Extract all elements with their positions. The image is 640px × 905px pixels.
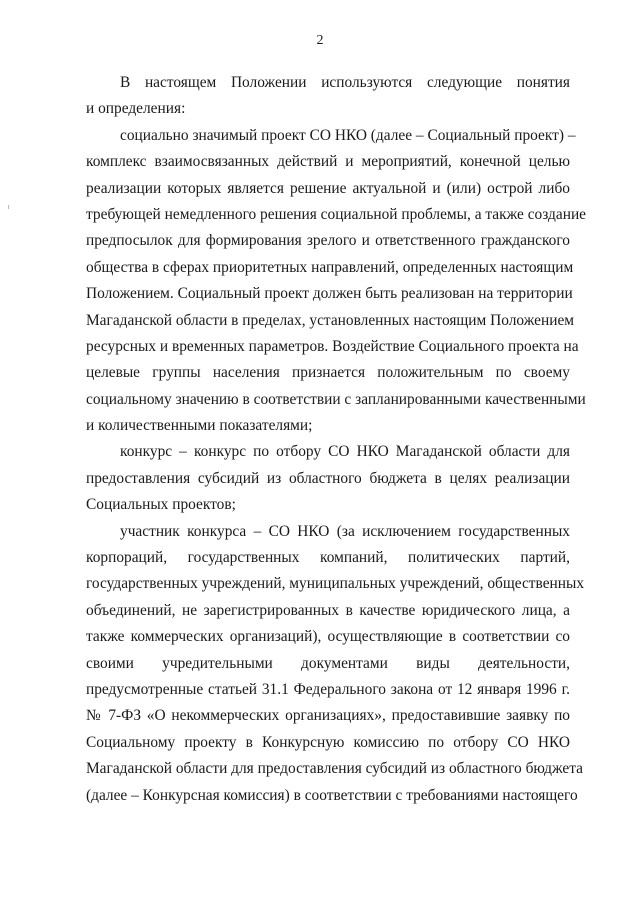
- text-line: реализации которых является решение актуальной и (или) острой либо: [86, 179, 570, 197]
- text-line: социальному значению в соответствии с запланированными качественными: [86, 390, 586, 408]
- text-line: общества в сферах приоритетных направлений, определенных настоящим: [86, 258, 574, 276]
- text-line: (далее – Конкурсная комиссия) в соответствии с требованиями настоящего: [86, 786, 578, 804]
- text-line: Социальному проекту в Конкурсную комиссию по отбору СО НКО: [86, 733, 570, 751]
- text-line: своими учредительными документами виды деятельности,: [86, 654, 570, 672]
- text-line: участник конкурса – СО НКО (за исключением государственных: [120, 522, 570, 540]
- text-line: также коммерческих организаций), осуществляющие в соответствии со: [86, 628, 570, 646]
- margin-mark: [8, 205, 9, 209]
- text-line: № 7-ФЗ «О некоммерческих организациях», предоставившие заявку по: [86, 707, 570, 725]
- text-line: Положением. Социальный проект должен быть реализован на территории: [86, 285, 573, 303]
- text-line: конкурс – конкурс по отбору СО НКО Магаданской области для: [120, 443, 570, 461]
- text-line: комплекс взаимосвязанных действий и мероприятий, конечной целью: [86, 153, 570, 171]
- text-line: государственных учреждений, муниципальных учреждений, общественных: [86, 575, 585, 593]
- text-line: предоставления субсидий из областного бюджета в целях реализации: [86, 469, 570, 487]
- text-line: корпораций, государственных компаний, политических партий,: [86, 549, 570, 567]
- page-number: 2: [316, 33, 324, 48]
- text-line: и количественными показателями;: [86, 417, 313, 435]
- text-line: требующей немедленного решения социальной проблемы, а также создание: [86, 205, 587, 223]
- text-line: объединений, не зарегистрированных в качестве юридического лица, а: [86, 601, 570, 619]
- text-line: Социальных проектов;: [86, 496, 236, 514]
- text-line: и определения:: [86, 100, 186, 118]
- text-line: Магаданской области в пределах, установленных настоящим Положением: [86, 311, 575, 329]
- text-line: В настоящем Положении используются следующие понятия: [120, 74, 570, 91]
- text-line: предусмотренные статьей 31.1 Федерального закона от 12 января 1996 г.: [86, 680, 570, 698]
- text-line: целевые группы населения признается положительным по своему: [86, 364, 570, 382]
- text-line: ресурсных и временных параметров. Воздействие Социального проекта на: [86, 337, 579, 355]
- text-line: предпосылок для формирования зрелого и ответственного гражданского: [86, 232, 570, 250]
- body-text: [86, 70, 587, 809]
- text-line: социально значимый проект СО НКО (далее – Социальный проект) –: [120, 126, 576, 144]
- text-line: Магаданской области для предоставления субсидий из областного бюджета: [86, 760, 583, 778]
